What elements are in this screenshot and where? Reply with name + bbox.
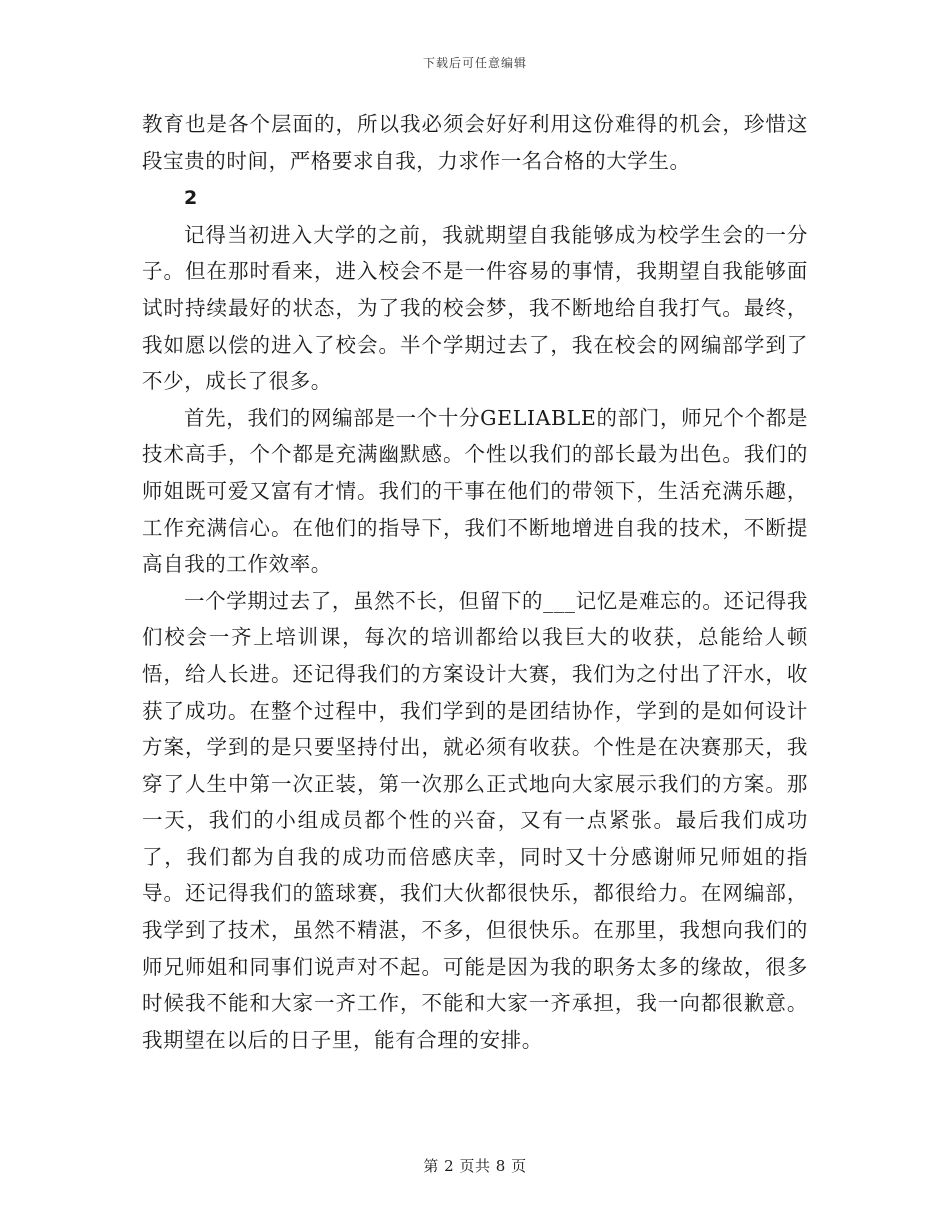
paragraph: 记得当初进入大学的之前，我就期望自我能够成为校学生会的一分子。但在那时看来，进入校会不是一件容易的事情，我期望自我能够面试时持续最好的状态，为了我的校会梦，我不断地给自我打气。最终，我如愿以偿的进入了校会。半个学期过去了，我在校会的网编部学到了不少，成长了很多。 bbox=[142, 222, 808, 394]
document-body bbox=[142, 106, 808, 1058]
section-number bbox=[142, 179, 808, 217]
page-header: 下载后可任意编辑 bbox=[422, 56, 527, 70]
paragraph: 一个学期过去了，虽然不长，但留下的___记忆是难忘的。还记得我们校会一齐上培训课，每次的培训都给以我巨大的收获，总能给人顿悟，给人长进。还记得我们的方案设计大赛，我们为之付出了汗水，收获了成功。在整个过程中，我们学到的是团结协作，学到的是如何设计方案，学到的是只要坚持付出，就必须有收获。个性是在决赛那天，我穿了人生中第一次正装，第一次那么正式地向大家展示我们的方案。那一天，我们的小组成员都个性的兴奋，又有一点紧张。最后我们成功了，我们都为自我的成功而倍感庆幸，同时又十分感谢师兄师姐的指导。还记得我们的篮球赛，我们大伙都很快乐，都很给力。在网编部，我学到了技术，虽然不精湛，不多，但很快乐。在那里，我想向我们的师兄师姐和同事们说声对不起。可能是因为我的职务太多的缘故，很多时候我不能和大家一齐工作，不能和大家一齐承担，我一向都很歉意。我期望在以后的日子里，能有合理的安排。 bbox=[142, 588, 808, 1052]
paragraph: 教育也是各个层面的，所以我必须会好好利用这份难得的机会，珍惜这段宝贵的时间，严格要求自我，力求作一名合格的大学生。 bbox=[142, 112, 808, 173]
section-number-text: 2 bbox=[184, 187, 198, 210]
page-footer: 第 2 页共 8 页 bbox=[423, 1157, 527, 1175]
paragraph: 首先，我们的网编部是一个十分GELIABLE的部门，师兄个个都是技术高手，个个都是充满幽默感。个性以我们的部长最为出色。我们的师姐既可爱又富有才情。我们的干事在他们的带领下，生活充满乐趣，工作充满信心。在他们的指导下，我们不断地增进自我的技术，不断提高自我的工作效率。 bbox=[142, 405, 808, 577]
